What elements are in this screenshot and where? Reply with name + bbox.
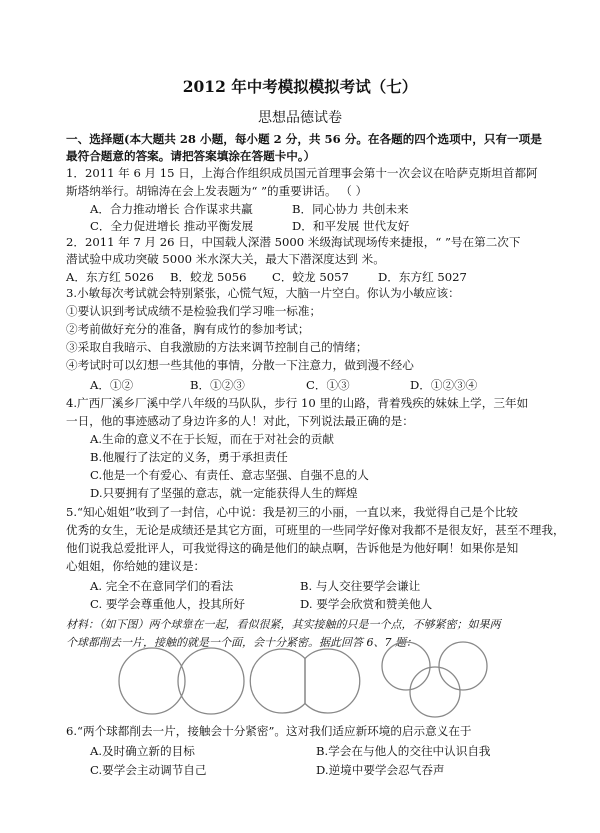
q1-line2: 斯塔纳举行。胡锦涛在会上发表题为“ ”的重要讲话。 （ ）: [66, 184, 368, 198]
material-line2: 个球都削去一片，接触的就是一个面，会十分紧密。据此回答 6、7 题：: [66, 636, 417, 649]
q5-option-b: B. 与人交往要学会谦让: [300, 579, 421, 593]
page-subtitle: 思想品德试卷: [258, 110, 342, 126]
sphere-pair2-left: [250, 649, 305, 713]
q4-option-a: A.生命的意义不在于长短，而在于对社会的贡献: [90, 432, 334, 446]
material-line1: 材料：（如下图）两个球靠在一起，看似很紧，其实接触的只是一个点，不够紧密；如果两: [66, 618, 501, 631]
q1-option-c: C．全力促进增长 推动平衡发展: [90, 219, 254, 233]
q2-line2: 潜试验中成功突破 5000 米水深大关，最大下潜深度达到 米。: [66, 252, 385, 266]
q3-option-b: B．①②③: [190, 378, 245, 392]
q5-line3: 他们说我总爱批评人，可我觉得这的确是他们的缺点啊，告诉他是为他好啊！如果你是知: [66, 541, 519, 555]
sphere-pair1-right: [178, 648, 244, 714]
q4-option-b: B.他履行了法定的义务，勇于承担责任: [90, 450, 288, 464]
q1-option-b: B．同心协力 共创未来: [292, 202, 409, 216]
q4-option-c: C.他是一个有爱心、有责任、意志坚强、自强不息的人: [90, 468, 369, 482]
q1-option-a: A．合力推动增长 合作谋求共赢: [90, 202, 253, 216]
sphere-group3-left: [382, 642, 430, 690]
q4-option-d: D.只要拥有了坚强的意志，就一定能获得人生的辉煌: [90, 486, 358, 500]
sphere-group3-bottom: [410, 667, 460, 717]
q3-statement-4: ④考试时可以幻想一些其他的事情，分散一下注意力，做到漫不经心: [66, 358, 414, 372]
section-heading-line1: 一、选择题(本大题共 28 小题，每小题 2 分，共 56 分。在各题的四个选项中，只有一项是: [66, 132, 542, 146]
q3-statement-1: ①要认识到考试成绩不是检验我们学习唯一标准；: [66, 304, 322, 318]
q3-statement-3: ③采取自我暗示、自我激励的方法来调节控制自己的情绪；: [66, 340, 368, 354]
q5-option-d: D. 要学会欣赏和赞美他人: [300, 597, 433, 611]
q3-option-c: C．①③: [306, 378, 350, 392]
q4-line2: 一日，他的事迹感动了身边许多的人！对此，下列说法最正确的是：: [66, 414, 414, 428]
q1-option-d: D．和平发展 世代友好: [292, 219, 410, 233]
q5-line2: 优秀的女生，无论是成绩还是其它方面，可班里的一些同学好像对我都不是很友好，甚至不理我，: [66, 523, 565, 537]
page-title: 2012 年中考模拟模拟考试（七）: [182, 77, 418, 96]
sphere-pair2-right: [305, 649, 360, 713]
q6-option-b: B.学会在与他人的交往中认识自我: [316, 744, 491, 758]
q3-option-a: A．①②: [90, 378, 134, 392]
q2-option-a: A．东方红 5026: [66, 270, 154, 284]
q6-option-a: A.及时确立新的目标: [90, 744, 195, 758]
q2-option-b: B．蛟龙 5056: [170, 270, 247, 284]
q4-line1: 4.广西厂溪乡厂溪中学八年级的马队队，步行 10 里的山路，背着残疾的妹妹上学，三年如: [66, 396, 529, 410]
q2-option-d: D．东方红 5027: [378, 270, 467, 284]
q3-statement-2: ②考前做好充分的准备，胸有成竹的参加考试；: [66, 322, 310, 336]
q6-option-d: D.逆境中要学会忍气吞声: [316, 763, 445, 777]
q6-option-c: C.要学会主动调节自己: [90, 763, 207, 777]
q3-line1: 3.小敏每次考试就会特别紧张，心慌气短，大脑一片空白。你认为小敏应该：: [66, 286, 460, 300]
q5-line4: 心姐姐，你给她的建议是：: [66, 559, 206, 573]
section-heading-line2: 最符合题意的答案。请把答案填涂在答题卡中。）: [66, 149, 316, 163]
sphere-group3-right: [439, 642, 487, 690]
q1-line1: 1．2011 年 6 月 15 日，上海合作组织成员国元首理事会第十一次会议在哈萨克斯坦首都阿: [66, 166, 538, 180]
q3-option-d: D．①②③④: [410, 378, 478, 392]
q5-line1: 5.“知心姐姐”收到了一封信，心中说：我是初三的小丽，一直以来，我觉得自己是个比较: [66, 505, 518, 519]
sphere-pair1-left: [119, 648, 185, 714]
q2-line1: 2．2011 年 7 月 26 日，中国载人深潜 5000 米级海试现场传来捷报，“ ”号在第二次下: [66, 235, 521, 249]
q6-line1: 6.“两个球都削去一片，接触会十分紧密”。这对我们适应新环境的启示意义在于: [66, 724, 472, 738]
q5-option-c: C. 要学会尊重他人，投其所好: [90, 597, 245, 611]
q2-option-c: C．蛟龙 5057: [272, 270, 349, 284]
q5-option-a: A. 完全不在意同学们的看法: [90, 579, 234, 593]
